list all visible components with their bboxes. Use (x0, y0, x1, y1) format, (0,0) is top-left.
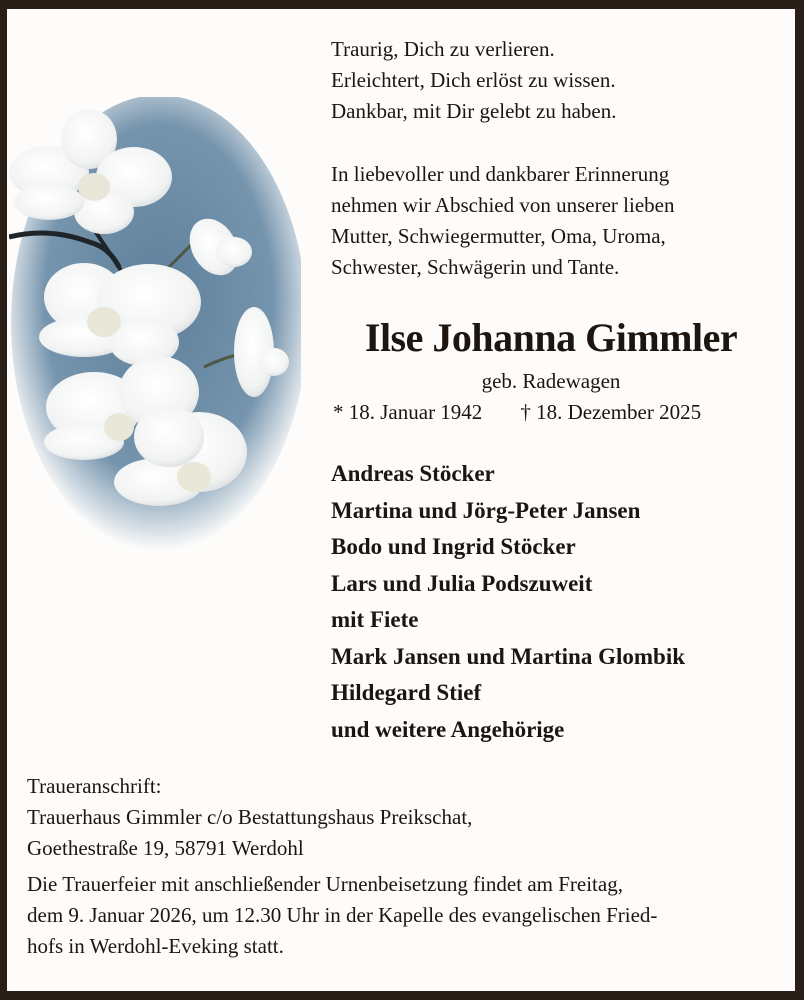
mourner: Lars und Julia Podszuweit (331, 570, 593, 596)
address-line: Goethestraße 19, 58791 Werdohl (27, 836, 304, 860)
poem-line: Dankbar, mit Dir gelebt zu haben. (331, 99, 617, 123)
mourner: Martina und Jörg-Peter Jansen (331, 497, 641, 523)
address-label: Traueranschrift: (27, 774, 162, 798)
intro-line: nehmen wir Abschied von unserer lieben (331, 193, 675, 217)
intro-line: In liebevoller und dankbarer Erinnerung (331, 162, 670, 186)
birth-date: * 18. Januar 1942 (333, 400, 483, 424)
orchid-image (9, 97, 301, 549)
deceased-name: Ilse Johanna Gimmler (364, 315, 738, 360)
obituary-card (7, 9, 795, 991)
service-line: Die Trauerfeier mit anschließender Urnenbeisetzung findet am Freitag, (27, 872, 623, 896)
mourner: und weitere Angehörige (331, 716, 565, 742)
address-line: Trauerhaus Gimmler c/o Bestattungshaus Preikschat, (27, 805, 473, 829)
life-dates (333, 400, 701, 425)
mourner: Andreas Stöcker (331, 461, 495, 486)
poem (331, 34, 616, 127)
death-date: † 18. Dezember 2025 (520, 400, 702, 424)
mourner: Mark Jansen und Martina Glombik (331, 643, 685, 669)
maiden-name: geb. Radewagen (481, 369, 621, 393)
poem-line: Traurig, Dich zu verlieren. (331, 37, 555, 61)
mourner: Bodo und Ingrid Stöcker (331, 534, 576, 559)
mourner: mit Fiete (331, 607, 419, 632)
intro-line: Schwester, Schwägerin und Tante. (331, 255, 620, 279)
service-info (27, 869, 787, 962)
poem-line: Erleichtert, Dich erlöst zu wissen. (331, 68, 616, 92)
mourner: Hildegard Stief (331, 680, 482, 705)
intro-text (331, 159, 675, 283)
intro-line: Mutter, Schwiegermutter, Oma, Uroma, (331, 224, 666, 248)
service-line: dem 9. Januar 2026, um 12.30 Uhr in der Kapelle des evangelischen Fried- (27, 903, 658, 927)
mourning-address (27, 771, 472, 864)
service-line: hofs in Werdohl-Eveking statt. (27, 934, 284, 958)
mourners-list (331, 456, 685, 748)
